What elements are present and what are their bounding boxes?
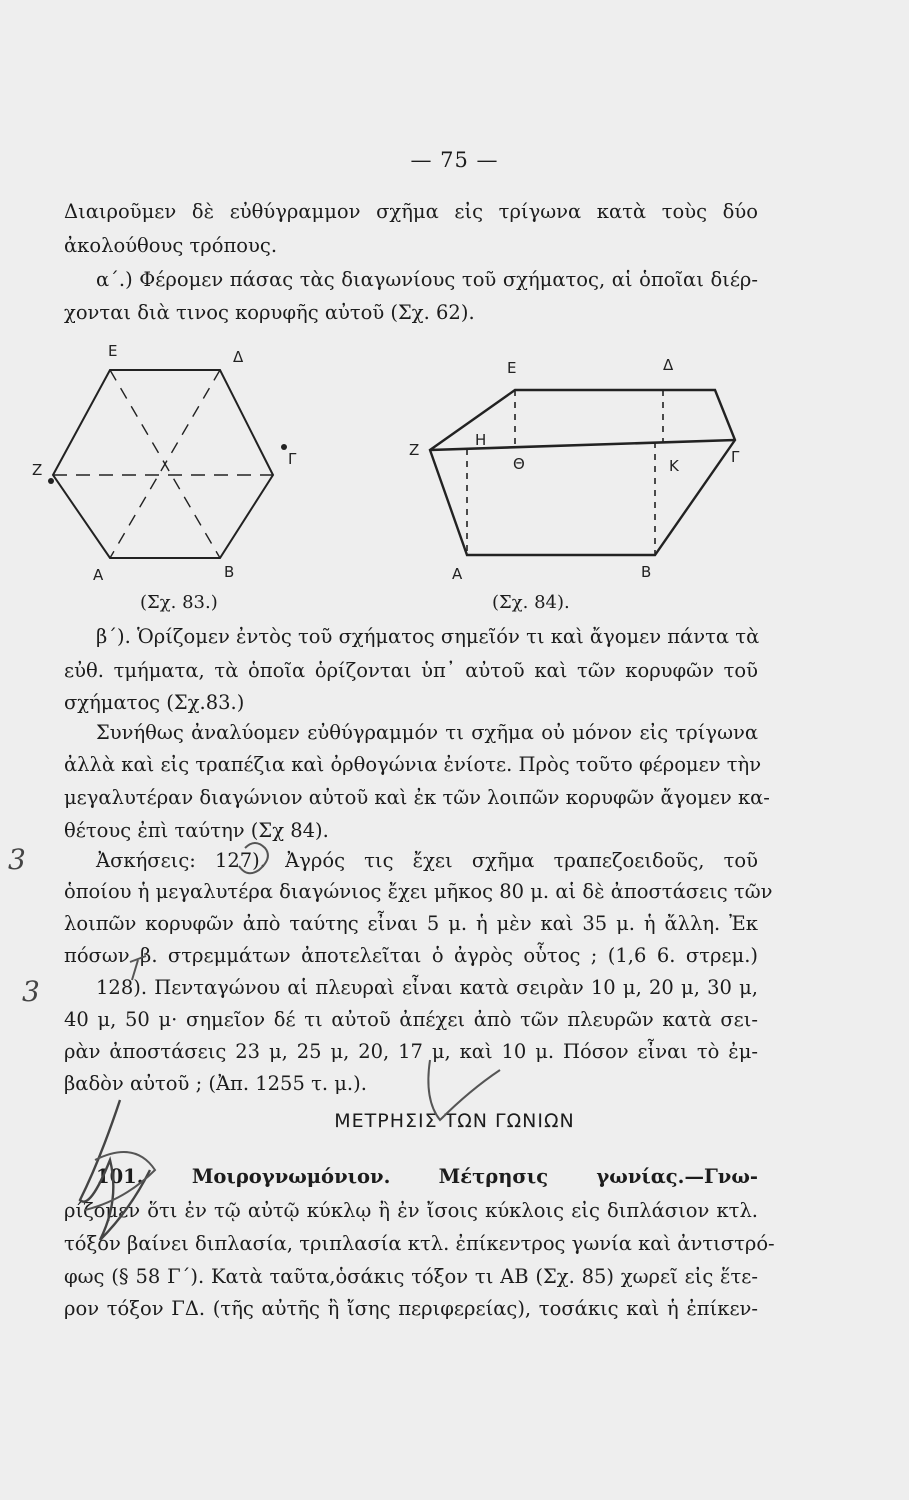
text-line: ρὰν ἀποστάσεις 23 μ, 25 μ, 20, 17 μ, καὶ 10 μ. Πόσον εἶναι τὸ ἐμ-: [64, 1040, 758, 1063]
vertex-label: Ε: [108, 342, 118, 360]
vertex-label: Α: [452, 565, 463, 583]
vertex-label: Ζ: [409, 441, 420, 459]
text-line: ἀκολούθους τρόπους.: [64, 234, 278, 257]
vertex-label: Γ: [731, 448, 740, 466]
vertex-label: Δ: [663, 356, 674, 374]
text-line: Διαιροῦμεν δὲ εὐθύγραμμον σχῆμα εἰς τρίγωνα κατὰ τοὺς δύο: [64, 200, 758, 223]
text-line: λοιπῶν κορυφῶν ἀπὸ ταύτης εἶναι 5 μ. ἡ μὲν καὶ 35 μ. ἡ ἄλλη. Ἐκ: [64, 912, 758, 935]
text-line: σχήματος (Σχ.83.): [64, 691, 245, 714]
vertex-label: Β: [224, 563, 235, 581]
text-line: τόξον βαίνει διπλασία, τριπλασία κτλ. ἐπίκεντρος γωνία καὶ ἀντιστρό-: [64, 1232, 775, 1255]
vertex-label: Κ: [669, 457, 679, 475]
vertex-label: Β: [641, 563, 652, 581]
vertex-label: Α: [93, 566, 104, 584]
vertex-label: Ζ: [32, 461, 43, 479]
text-line: μεγαλυτέραν διαγώνιον αὐτοῦ καὶ ἐκ τῶν λοιπῶν κορυφῶν ἄγομεν κα-: [64, 786, 770, 809]
text-line: 40 μ, 50 μ· σημεῖον δέ τι αὐτοῦ ἀπέχει ἀπὸ τῶν πλευρῶν κατὰ σει-: [64, 1008, 758, 1031]
margin-note: 3: [8, 843, 26, 876]
text-line: βαδὸν αὐτοῦ ; (Ἀπ. 1255 τ. μ.).: [64, 1072, 367, 1095]
text-line: θέτους ἐπὶ ταύτην (Σχ 84).: [64, 819, 329, 842]
vertex-label: Ε: [507, 359, 517, 377]
text-line: β΄). Ὁρίζομεν ἐντὸς τοῦ σχήματος σημεῖόν τι καὶ ἄγομεν πάντα τὰ: [96, 625, 760, 648]
vertex-label: Η: [475, 431, 487, 449]
vertex-label: Θ: [513, 455, 525, 473]
figure-caption: (Σχ. 84).: [492, 592, 570, 613]
section-heading: ΜΕΤΡΗΣΙΣ ΤΩΝ ΓΩΝΙΩΝ: [334, 1110, 575, 1132]
vertex-label: Γ: [288, 450, 297, 468]
text-line: ρον τόξον ΓΔ. (τῆς αὐτῆς ἢ ἴσης περιφερείας), τοσάκις καὶ ἡ ἐπίκεν-: [64, 1297, 758, 1320]
text-line: φως (§ 58 Γ΄). Κατὰ ταῦτα,ὁσάκις τόξον τι ΑΒ (Σχ. 85) χωρεῖ εἰς ἕτε-: [64, 1265, 758, 1288]
page-number: — 75 —: [410, 148, 499, 172]
text-line: 101. Μοιρογνωμόνιον. Μέτρησις γωνίας.—Γνω-: [96, 1165, 758, 1188]
text-line: 128). Πενταγώνου αἱ πλευραὶ εἶναι κατὰ σειρὰν 10 μ, 20 μ, 30 μ,: [96, 976, 758, 999]
text-line: πόσων β. στρεμμάτων ἀποτελεῖται ὁ ἀγρὸς οὗτος ; (1,6 6. στρεμ.): [64, 944, 758, 967]
text-line: χονται διὰ τινος κορυφῆς αὐτοῦ (Σχ. 62).: [64, 301, 475, 324]
margin-note: 3: [22, 975, 40, 1008]
text-line: Συνήθως ἀναλύομεν εὐθύγραμμόν τι σχῆμα οὐ μόνον εἰς τρίγωνα: [96, 721, 758, 744]
text-line: ὁποίου ἡ μεγαλυτέρα διαγώνιος ἔχει μῆκος 80 μ. αἱ δὲ ἀποστάσεις τῶν: [64, 880, 773, 903]
text-line: Ἀσκήσεις: 127). Ἀγρός τις ἔχει σχῆμα τραπεζοειδοῦς, τοῦ: [96, 849, 758, 872]
text-line: α΄.) Φέρομεν πάσας τὰς διαγωνίους τοῦ σχήματος, αἱ ὁποῖαι διέρ-: [96, 268, 758, 291]
vertex-label: Δ: [233, 348, 244, 366]
text-line: ρίζομεν ὅτι ἐν τῷ αὐτῷ κύκλῳ ἢ ἐν ἴσοις κύκλοις εἰς διπλάσιον κτλ.: [64, 1199, 758, 1222]
text-line: ἀλλὰ καὶ εἰς τραπέζια καὶ ὀρθογώνια ἐνίοτε. Πρὸς τοῦτο φέρομεν τὴν: [64, 753, 762, 776]
figure-caption: (Σχ. 83.): [140, 592, 218, 613]
text-line: εὐθ. τμήματα, τὰ ὁποῖα ὁρίζονται ὑπ᾿ αὐτοῦ καὶ τῶν κορυφῶν τοῦ: [64, 659, 758, 682]
